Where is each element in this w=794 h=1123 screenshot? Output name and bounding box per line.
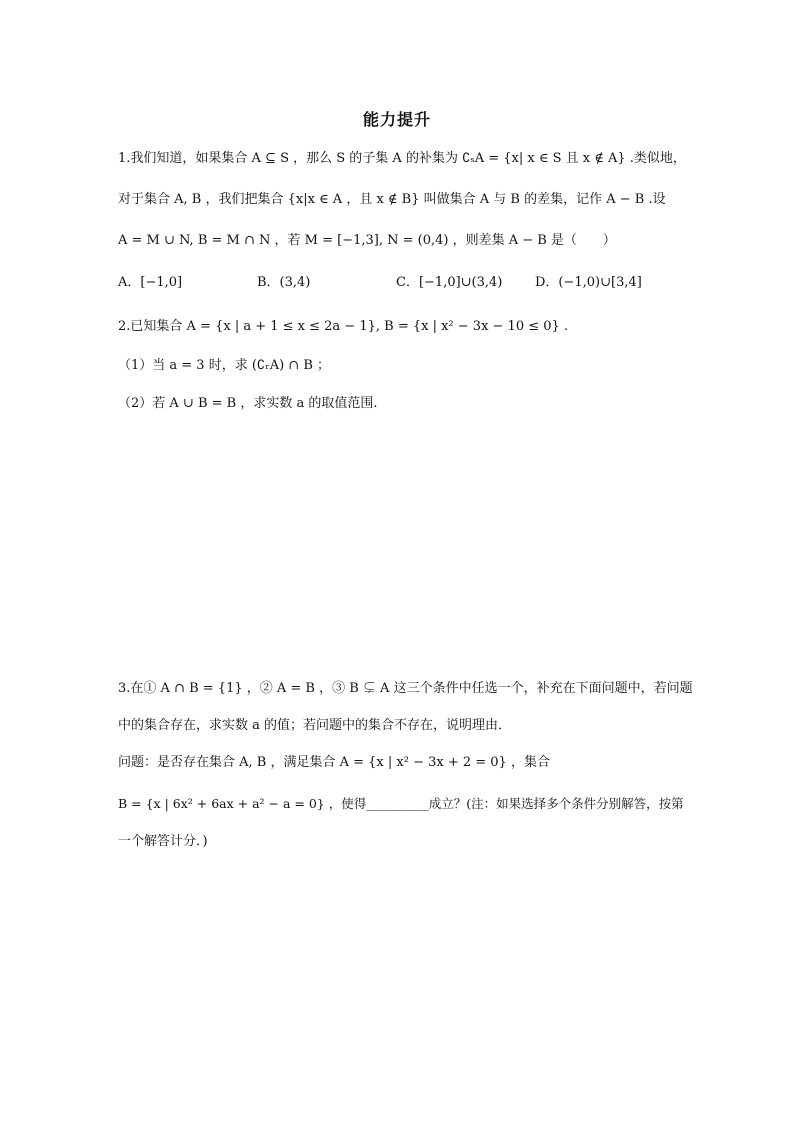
q1-option-d: D．(−1,0)∪[3,4] (535, 275, 642, 290)
q2-part-2: （2）若 A ∪ B = B ，求实数 a 的取值范围. (118, 396, 378, 411)
q3-line-2: 中的集合存在，求实数 a 的值；若问题中的集合不存在，说明理由． (118, 718, 512, 733)
q1-option-b: B．(3,4) (257, 275, 311, 290)
q2-part-1: （1）当 a = 3 时，求 (∁ᵣA) ∩ B ； (118, 358, 331, 373)
page-title: 能力提升 (362, 110, 431, 129)
q1-line-1: 1.我们知道，如果集合 A ⊆ S ，那么 S 的子集 A 的补集为 ∁ₛA = {x| x ∈ S 且 x ∉ A} .类似地， (118, 151, 686, 166)
q1-line-2: 对于集合 A, B ，我们把集合 {x|x ∈ A ，且 x ∉ B} 叫做集合 A 与 B 的差集，记作 A − B .设 (118, 192, 666, 207)
q1-option-a: A．[−1,0] (118, 275, 183, 290)
q2-line-1: 2.已知集合 A = {x | a + 1 ≤ x ≤ 2a − 1}, B = {x | x² − 3x − 10 ≤ 0} . (118, 319, 569, 334)
q3-line-1: 3.在① A ∩ B = {1} ，② A = B ，③ B ⊊ A 这三个条件中任选一个，补充在下面问题中，若问题 (118, 681, 693, 696)
q3-line-4: B = {x | 6x² + 6ax + a² − a = 0} ，使得__________成立？(注：如果选择多个条件分别解答，按第 (118, 796, 684, 811)
q1-line-3: A = M ∪ N, B = M ∩ N ，若 M = [−1,3], N = (0,4) ，则差集 A − B 是（ ） (118, 233, 616, 248)
q3-line-3: 问题：是否存在集合 A, B ，满足集合 A = {x | x² − 3x + 2 = 0} ，集合 (118, 755, 550, 770)
q1-option-c: C．[−1,0]∪(3,4) (396, 275, 503, 290)
q3-line-5: 一个解答计分．) (118, 834, 208, 849)
